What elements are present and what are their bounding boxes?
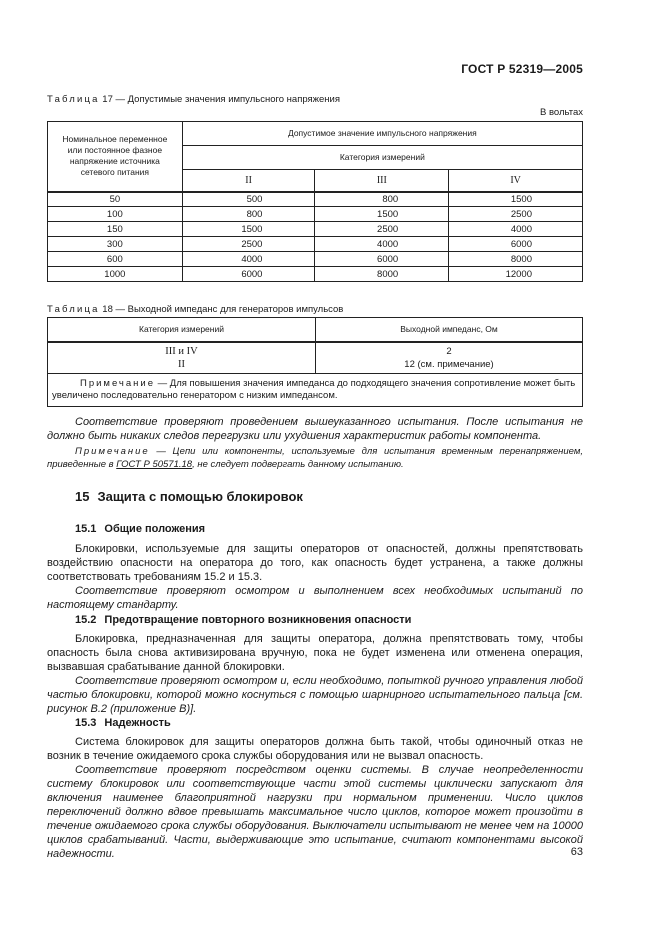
section-15-number: 15 — [75, 489, 90, 504]
table-cell: 100 — [48, 207, 183, 222]
table18-note-label: Примечание — [80, 377, 155, 389]
section-15-1-heading — [75, 523, 205, 535]
table17-caption-text: 17 — Допустимые значения импульсного напряжения — [102, 94, 340, 105]
table17-col0-header: Номинальное переменное или постоянное фазное напряжение источника сетевого питания — [48, 122, 183, 192]
section-15-2-text-1: Блокировка, предназначенная для защиты оператора, должна препятствовать тому, чтобы опасность была снова активизирована вручную, пока не будет изменена или отменена операция, вызвавшая срабатывание данной блокировки. — [47, 633, 583, 673]
table-cell: 500 — [182, 192, 315, 207]
table-cell: 600 — [48, 252, 183, 267]
table-cell: 1500 — [449, 192, 583, 207]
table17-units: В вольтах — [539, 107, 583, 118]
compliance-paragraph-1 — [47, 415, 583, 443]
section-15-2-paragraph-1 — [47, 632, 583, 674]
section-15-3-paragraph-2 — [47, 763, 583, 861]
table-cell: 4000 — [449, 222, 583, 237]
table18-caption-text: 18 — Выходной импеданс для генераторов импульсов — [102, 304, 344, 315]
table-cell: 1500 — [315, 207, 449, 222]
document-code: ГОСТ Р 52319—2005 — [461, 62, 583, 76]
section-15-3-title: Надежность — [104, 717, 171, 729]
table17-category-ii: II — [182, 170, 315, 192]
note-paragraph-2 — [47, 445, 583, 471]
section-15-1-text-2: Соответствие проверяют осмотром и выполнением всех необходимых испытаний по настоящему стандарту. — [47, 585, 583, 611]
table-cell: 8000 — [449, 252, 583, 267]
section-15-3-text-2: Соответствие проверяют посредством оценки системы. В случае неопределенности систему блокировок или соответствующие части этой системы циклически запускают для включения наименее благоприятной нагрузки при нормальном применении. Число циклов переключений должно вдвое превышать максимальное число циклов, которое может произойти в течение ожидаемого срока службы оборудования. Выключатели испытывают не менее чем на 10000 циклов срабатываний. Части, выдерживающие это испытание, считают компонентами высокой надежности. — [47, 764, 583, 860]
table17-caption-prefix: Таблица — [47, 94, 100, 105]
table-cell: 50 — [48, 192, 183, 207]
section-15-3-heading — [75, 717, 171, 729]
table-cell: 2500 — [315, 222, 449, 237]
table-cell: 800 — [182, 207, 315, 222]
section-15-2-title: Предотвращение повторного возникновения опасности — [104, 614, 412, 626]
table17-caption — [47, 94, 340, 105]
table18-row-impedances — [316, 342, 583, 374]
table-cell: 1500 — [182, 222, 315, 237]
section-15-1-paragraph-2 — [47, 584, 583, 612]
section-15-1-paragraph-1 — [47, 542, 583, 584]
section-15-1-title: Общие положения — [104, 523, 206, 535]
table-cell: 2500 — [449, 207, 583, 222]
table18-col0-header: Категория измерений — [48, 318, 316, 342]
table-cell: 6000 — [449, 237, 583, 252]
section-15-1-text-1: Блокировки, используемые для защиты операторов от опасностей, должны препятствовать воздействию опасности на оператора до того, как опасность будет устранена, а также должны соответствовать требованиям 15.2 и 15.3. — [47, 543, 583, 583]
table18-row1-category: III и IV — [165, 345, 198, 357]
table17 — [47, 121, 583, 282]
section-15-1-number: 15.1 — [75, 523, 97, 535]
section-15-3-paragraph-1 — [47, 735, 583, 763]
table17-category-iv: IV — [449, 170, 583, 192]
note2-label: Примечание — [75, 446, 150, 457]
gost-50571-link[interactable]: ГОСТ Р 50571.18 — [116, 459, 193, 470]
table-cell: 2500 — [182, 237, 315, 252]
table18-col1-header: Выходной импеданс, Ом — [316, 318, 583, 342]
table-cell: 12000 — [449, 267, 583, 282]
table18-note — [48, 373, 583, 406]
table-cell: 800 — [315, 192, 449, 207]
section-15-2-number: 15.2 — [75, 614, 97, 626]
table18-row2-impedance: 12 (см. примечание) — [404, 358, 494, 370]
table18-row-categories — [48, 342, 316, 374]
table18-row1-impedance: 2 — [446, 345, 452, 357]
table18 — [47, 317, 583, 407]
table-cell: 4000 — [182, 252, 315, 267]
table17-category-iii: III — [315, 170, 449, 192]
table-cell: 4000 — [315, 237, 449, 252]
table-cell: 6000 — [315, 252, 449, 267]
section-15-2-text-2: Соответствие проверяют осмотром и, если необходимо, попыткой ручного управления любой частью блокировки, которой можно коснуться с помощью шарнирного испытательного пальца [см. рисунок В.2 (приложение В)]. — [47, 675, 583, 715]
table18-row2-category: II — [178, 358, 185, 370]
table17-group-header: Допустимое значение импульсного напряжения — [182, 122, 582, 146]
section-15-2-heading — [75, 614, 411, 626]
table-cell: 150 — [48, 222, 183, 237]
table-cell: 6000 — [182, 267, 315, 282]
table17-subgroup-header: Категория измерений — [182, 146, 582, 170]
compliance-text-1: Соответствие проверяют проведением вышеуказанного испытания. После испытания не должно быть никаких следов перегрузки или ухудшения характеристик работы компонента. — [47, 416, 583, 442]
page-number: 63 — [570, 846, 583, 858]
table-cell: 8000 — [315, 267, 449, 282]
section-15-3-number: 15.3 — [75, 717, 97, 729]
table18-note-text: — Для повышения значения импеданса до подходящего значения сопротивление может быть увеличено последовательно генератором с низким импедансом. — [52, 377, 576, 401]
section-15-heading — [75, 489, 311, 504]
section-15-3-text-1: Система блокировок для защиты операторов должна быть такой, чтобы одиночный отказ не возник в течение ожидаемого срока службы оборудования или не вызвал опасность. — [47, 736, 583, 762]
table-cell: 1000 — [48, 267, 183, 282]
table18-caption — [47, 304, 343, 315]
section-15-title: Защита с помощью блокировок — [97, 489, 303, 504]
note2-text-a: — Цепи или компоненты, используемые для испытания временным перенапряжением, приведенные в — [47, 446, 584, 470]
section-15-2-paragraph-2 — [47, 674, 583, 716]
table18-caption-prefix: Таблица — [47, 304, 100, 315]
table-cell: 300 — [48, 237, 183, 252]
note2-text-b: , не следует подвергать данному испытанию. — [192, 459, 404, 470]
